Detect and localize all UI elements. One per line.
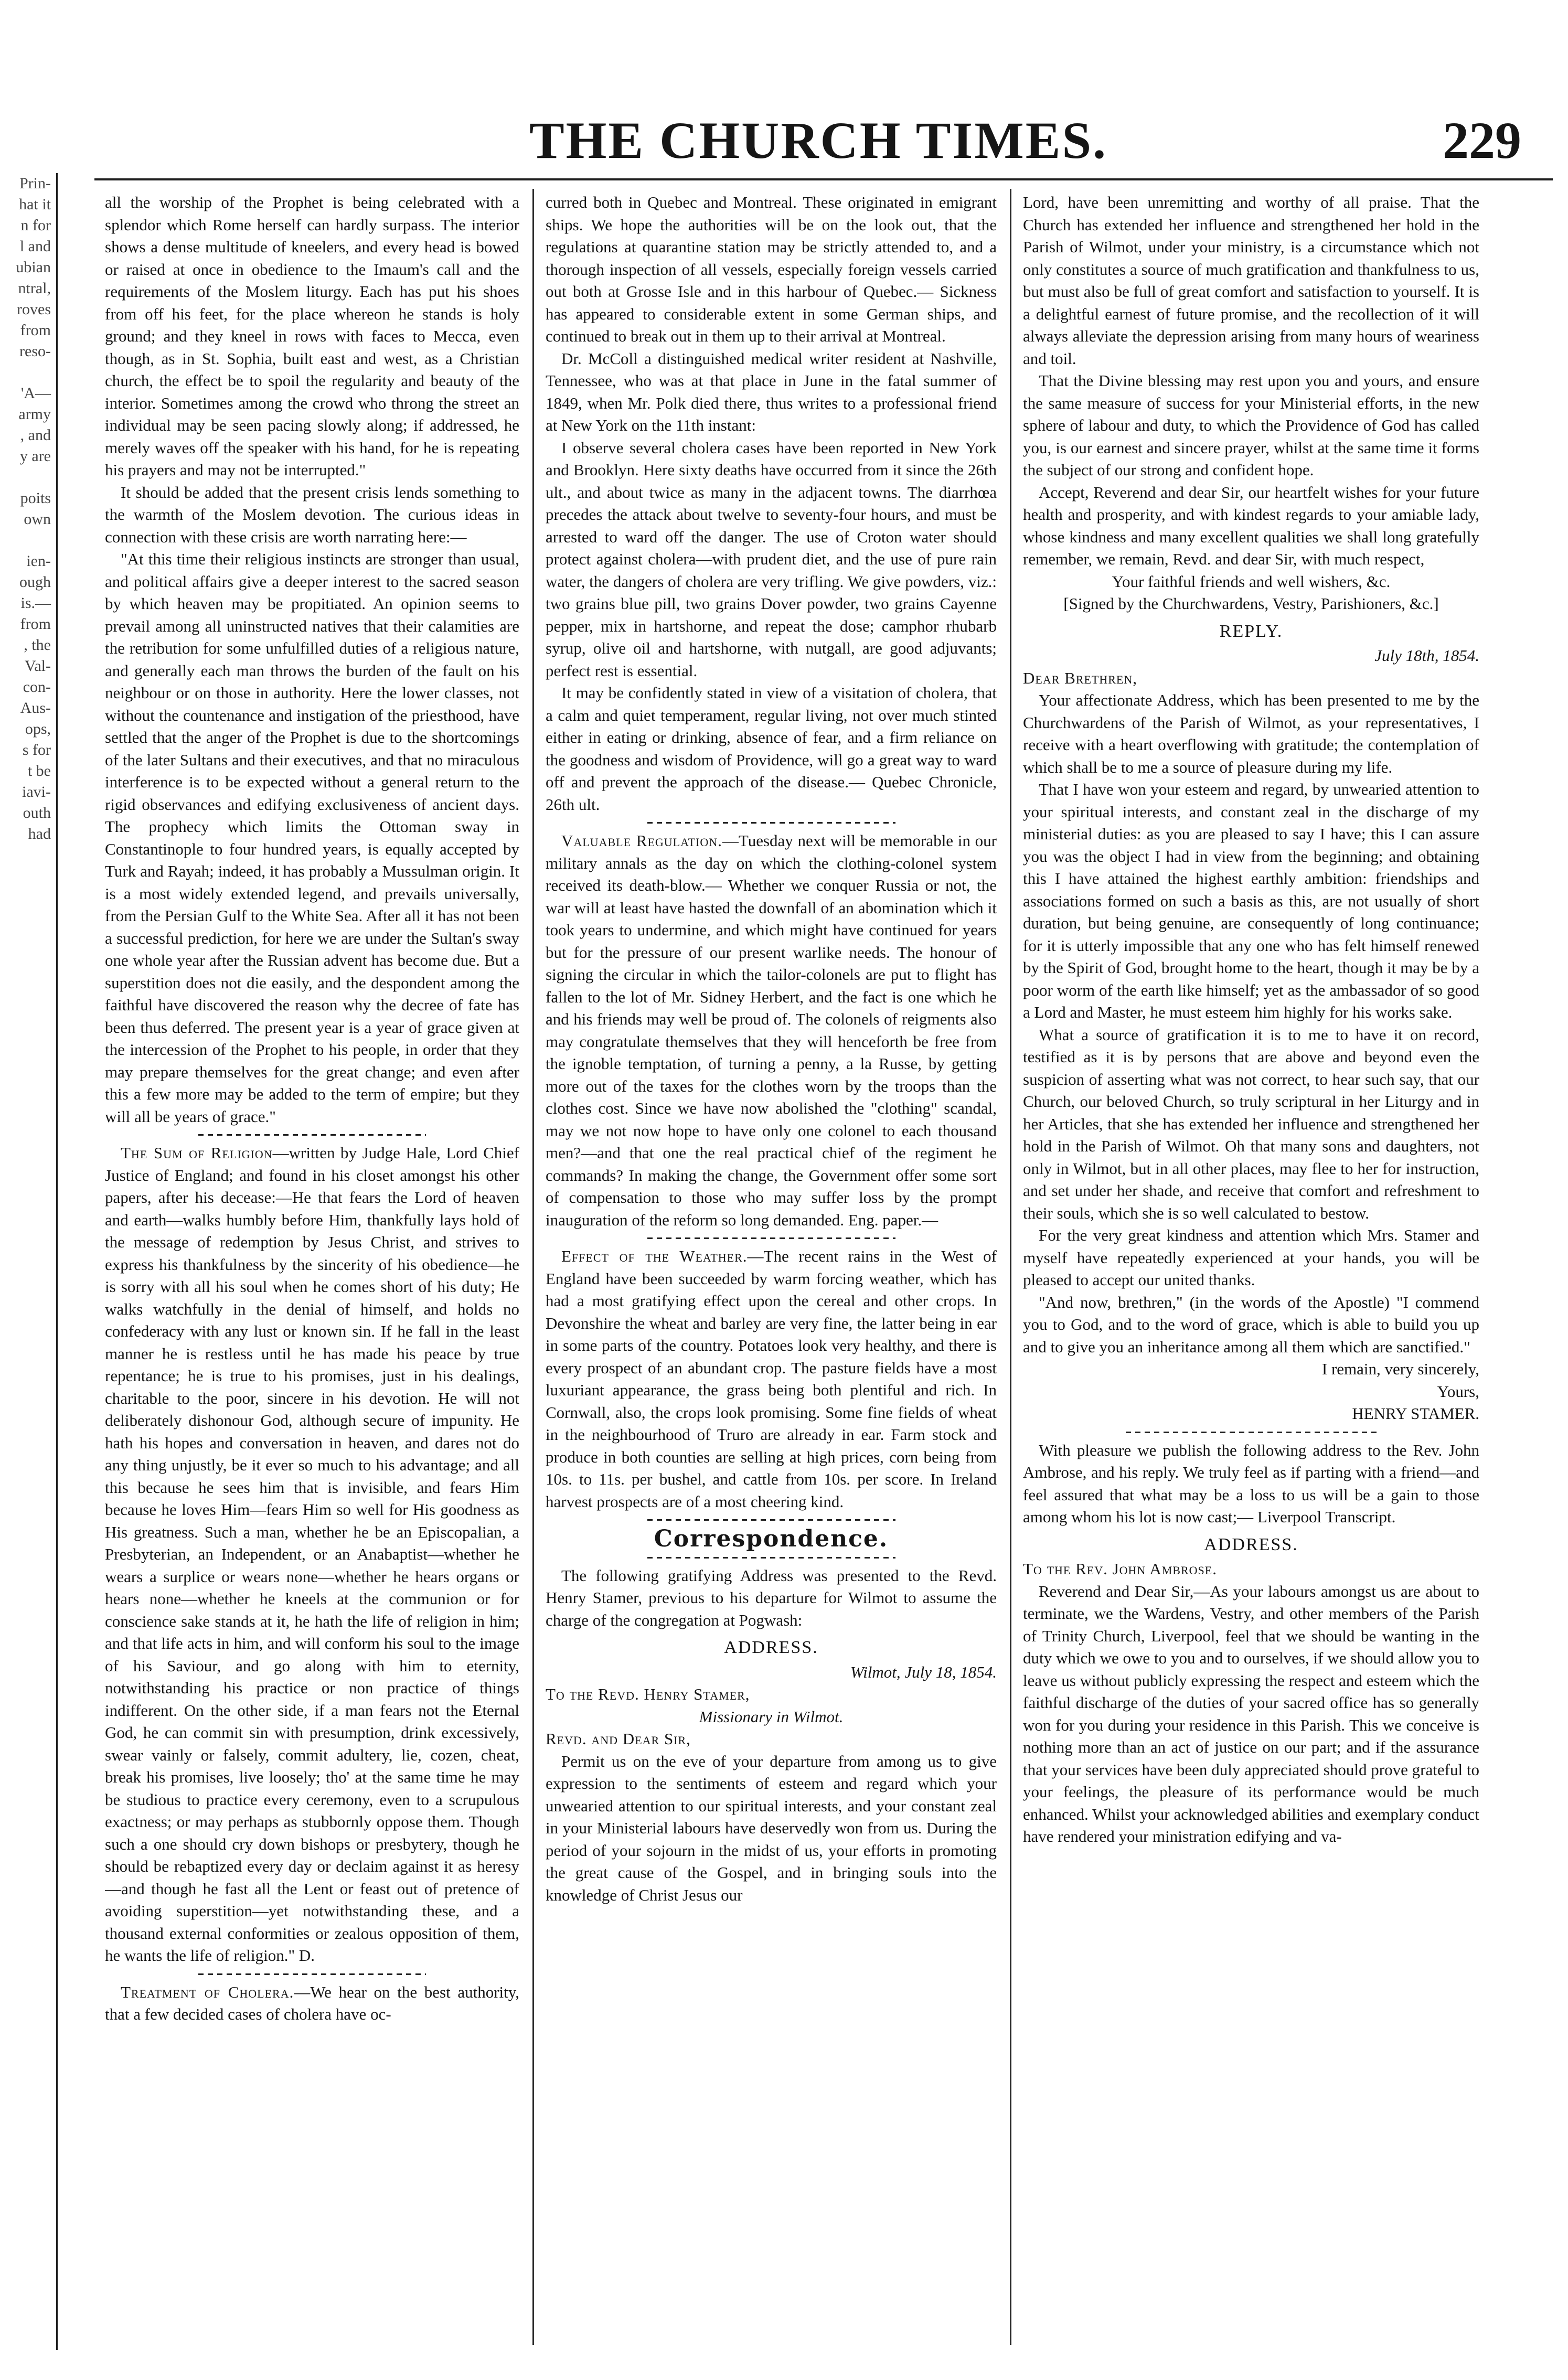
article-lead: Valuable Regulation. <box>561 831 722 850</box>
column-1 <box>105 191 519 2347</box>
article-cholera <box>105 1981 519 2026</box>
margin-fragment: ntral, <box>18 280 51 297</box>
reply-salutation: Dear Brethren, <box>1023 668 1138 687</box>
address-heading: ADDRESS. <box>724 1638 818 1657</box>
article-paragraph: Your affectionate Address, which has been presented to me by the Churchwardens of the Parish of Wilmot, as your representatives, I receive with a heart overflowing with gratitude; the contemplation of which shall be to me a source of pleasure during my life. <box>1023 691 1479 776</box>
separator <box>647 1557 895 1559</box>
margin-fragment: from <box>20 322 51 339</box>
address-recipient-title: Missionary in Wilmot. <box>699 1707 844 1726</box>
column-divider-2 <box>1010 189 1011 2345</box>
article-valuable-regulation <box>546 830 997 1231</box>
article-sum-of-religion <box>105 1142 519 1967</box>
article-paragraph: What a source of gratification it is to me to have it on record, testified as it is by persons that are above and beyond even the suspicion of asserting what was not correct, to hear such say, that our Church, our beloved Church, so truly scriptural in her Liturgy and in her Articles, that she has extended her influence and strengthened her hold in the Parish of Wilmot. Oh that many sons and daughters, not only in Wilmot, but in all other places, may flee to her for instruction, and set under her shade, and receive that comfort and refreshment to their souls, which she is so well calculated to bestow. <box>1023 1025 1479 1222</box>
article-paragraph: Permit us on the eve of your departure from among us to give expression to the sentiments of esteem and regard which your unwearied attention to our spiritual interests, and your constant zeal in your Ministerial labours have deservedly won from us. During the period of your sojourn in the midst of us, your efforts in promoting the great cause of the Gospel, and in bringing souls into the knowledge of Christ Jesus our <box>546 1752 997 1904</box>
margin-fragment: Val- <box>25 657 51 675</box>
article-paragraph: It should be added that the present crisis lends something to the warmth of the Moslem devotion. The curious ideas in connection with these crisis are worth narrating here:— <box>105 483 519 546</box>
separator <box>647 1519 895 1521</box>
margin-fragment: roves <box>17 301 51 318</box>
margin-fragment: army <box>18 405 51 423</box>
article-effect-of-weather <box>546 1245 997 1513</box>
address-recipient: To the Rev. John Ambrose. <box>1023 1560 1217 1578</box>
separator <box>647 822 895 824</box>
column-3 <box>1023 191 1479 2347</box>
margin-fragment: reso- <box>19 343 51 360</box>
separator <box>198 1134 426 1136</box>
article-paragraph: Lord, have been unremitting and worthy of all praise. That the Church has extended her influence and strengthened her hold in the Parish of Wilmot, under your ministry, is a circumstance which not only constitutes a source of much gratification and thankfulness to us, but must also be full of great comfort and satisfaction to yourself. It is a delightful earnest of future promise, and the recollection of it will always alleviate the depression arising from many hours of weariness and toil. <box>1023 193 1479 368</box>
article-body: —Tuesday next will be memorable in our military annals as the day on which the clothing-colonel system received its death-blow.— Whether we conquer Russia or not, the war will at least have hasted the downfall of an abomination which it took years to undermine, and which might have continued for years but for the pressure of our present warlike needs. The honour of signing the circular in which the tailor-colonels are put to flight has fallen to the lot of Mr. Sidney Herbert, and the fact is one which he and his friends may well be proud of. The colonels of reigments also may congratulate themselves that they will henceforth be free from the ignoble temptation, of turning a penny, a la Russe, by getting more out of the taxes for the clothes worn by the troops than the clothes cost. Since we have now abolished the "clothing" scandal, may we not now hope to have only one colonel to each thousand men?—and that one the real practical chief of the regiment he commands? In making the change, the Government offer some sort of compensation to those who may suffer loss by the prompt inauguration of the reform so long demanded. Eng. paper.— <box>546 831 997 1229</box>
margin-fragment: ops, <box>25 720 51 738</box>
article-moslem-worship: all the worship of the Prophet is being celebrated with a splendor which Rome herself can hardly surpass. The interior shows a dense multitude of kneelers, and every head is bowed or raised at once in obedience to the Imaum's call and the requirements of the Moslem liturgy. Each has put his shoes from off his feet, for the place whereon he stands is holy ground; and they kneel in rows with faces to Mecca, even though, as in St. Sophia, built east and west, as a Christian church, the effect be to spoil the regularity and beauty of the interior. Sometimes among the crowd who throng the street an individual may be seen pacing slowly along; if addressed, he merely waves off the speaker with his hand, for he is repeating his prayers and may not be interrupted." <box>105 193 519 479</box>
margin-fragment: y are <box>19 447 51 465</box>
article-paragraph: Accept, Reverend and dear Sir, our heartfelt wishes for your future health and prosperity, and with kindest regards to your amiable lady, whose kindness and many excellent qualities we shall long gratefully remember, we remain, Revd. and dear Sir, with much respect, <box>1023 483 1479 568</box>
article-paragraph: With pleasure we publish the following address to the Rev. John Ambrose, and his reply. We truly feel as if parting with a friend—and feel assured that what may be a loss to us will be a gain to those among whom his lot is now cast;— Liverpool Transcript. <box>1023 1440 1479 1526</box>
margin-fragment <box>0 362 51 383</box>
separator <box>1126 1432 1377 1433</box>
page-number: 229 <box>1443 111 1521 169</box>
article-paragraph: Dr. McColl a distinguished medical writer resident at Nashville, Tennessee, who was at that place in June in the fatal summer of 1849, when Mr. Polk died there, thus writes to a professional friend at New York on the 11th instant: <box>546 349 997 434</box>
reply-signature: HENRY STAMER. <box>1352 1404 1479 1423</box>
reply-closing: I remain, very sincerely, <box>1321 1360 1479 1378</box>
address-recipient: To the Revd. Henry Stamer, <box>546 1685 750 1703</box>
separator <box>647 1237 895 1239</box>
margin-fragment: t be <box>27 762 51 780</box>
reply-date: July 18th, 1854. <box>1374 646 1479 665</box>
article-paragraph: curred both in Quebec and Montreal. These originated in emigrant ships. We hope the authorities will be on the look out, that the regulations at quarantine station may be strictly attended to, and a thorough inspection of all vessels, especially foreign vessels carried out both at Grosse Isle and in this harbour of Quebec.— Sickness has appeared to considerable extent in some German ships, and continued to break out in them up to their arrival at Montreal. <box>546 193 997 345</box>
address-heading: ADDRESS. <box>1204 1534 1298 1554</box>
address-signature: Your faithful friends and well wishers, &c. <box>1112 572 1391 591</box>
article-paragraph: The following gratifying Address was presented to the Revd. Henry Stamer, previous to his departure for Wilmot to assume the charge of the congregation at Pogwash: <box>546 1566 997 1629</box>
masthead <box>94 110 1542 173</box>
margin-fragment: poits <box>20 489 51 507</box>
article-paragraph: Reverend and Dear Sir,—As your labours amongst us are about to terminate, we the Wardens, Vestry, and other members of the Parish of Trinity Church, Liverpool, feel that we should be wanting in the duty which we owe to you and to ourselves, if we should allow you to leave us without publicly expressing the respect and esteem which the faithful discharge of the duties of your sacred office has so generally won for you during your residence in this Parish. This we conceive is nothing more than an act of justice on our part; and if the assurance that your services have been duly appreciated should prove grateful to your feelings, the pleasure of its performance would be much enhanced. Whilst your acknowledged abilities and exemplary conduct have rendered your ministration edifying and va- <box>1023 1582 1479 1845</box>
margin-fragment: iavi- <box>22 783 51 801</box>
column-2 <box>546 191 997 2347</box>
margin-fragment <box>0 530 51 551</box>
article-paragraph: That the Divine blessing may rest upon you and yours, and ensure the same measure of success for your Ministerial efforts, in the new sphere of labour and duty, to which the Providence of God has called you, is our earnest and sincere prayer, whilst at the same time it forms the subject of our strong and confident hope. <box>1023 371 1479 479</box>
margin-fragment: l and <box>19 238 51 255</box>
margin-fragment: ien- <box>26 552 51 570</box>
margin-fragment: Aus- <box>20 699 51 717</box>
column-divider-1 <box>532 189 534 2345</box>
margin-fragment: from <box>20 615 51 633</box>
margin-fragment: s for <box>22 741 51 759</box>
article-body: —The recent rains in the West of England have been succeeded by warm forcing weather, which has had a most gratifying effect upon the cereal and other crops. In Devonshire the wheat and barley are very fine, the latter being in ear in some parts of the country. Potatoes look very healthy, and there is every prospect of an abundant crop. The pasture fields have a most luxuriant appearance, the grass being both plentiful and rich. In Cornwall, also, the crops look promising. Some fine fields of wheat in the neighbourhood of Truro are already in ear. Farm stock and produce in both counties are selling at high prices, corn being from 10s. to 11s. per bushel, and cattle from 10s. per score. In Ireland harvest prospects are of a most cheering kind. <box>546 1247 997 1511</box>
margin-fragment: had <box>28 825 51 842</box>
margin-fragment: n for <box>20 217 51 234</box>
address-date: Wilmot, July 18, 1854. <box>850 1662 997 1681</box>
margin-fragment: ubian <box>16 259 51 276</box>
margin-fragment: is.— <box>20 594 51 612</box>
article-paragraph: It may be confidently stated in view of a visitation of cholera, that a calm and quiet temperament, regular living, not over much stinted either in eating or drinking, absence of fear, and a firm reliance on the goodness and wisdom of Providence, will go a great way to ward off and prevent the approach of the disease.— Quebec Chronicle, 26th ult. <box>546 684 997 814</box>
article-lead: Effect of the Weather. <box>561 1247 748 1265</box>
article-paragraph: "And now, brethren," (in the words of the Apostle) "I commend you to God, and to the word of grace, which is able to build you up and to give you an inheritance among all them which are sanctified." <box>1023 1293 1479 1356</box>
margin-fragment <box>0 467 51 488</box>
reply-heading: REPLY. <box>1219 621 1283 641</box>
article-paragraph: For the very great kindness and attention which Mrs. Stamer and myself have repeatedly experienced at your hands, you will be pleased to accept our united thanks. <box>1023 1226 1479 1289</box>
address-signatories: [Signed by the Churchwardens, Vestry, Parishioners, &c.] <box>1063 594 1439 613</box>
margin-fragment: own <box>24 510 51 528</box>
reply-closing: Yours, <box>1437 1382 1479 1401</box>
margin-fragment: , and <box>20 426 51 444</box>
margin-fragment: , the <box>24 636 51 654</box>
margin-fragment: hat it <box>19 196 51 213</box>
article-lead: The Sum of Religion <box>121 1144 273 1162</box>
section-heading-correspondence: Correspondence. <box>654 1525 889 1552</box>
address-salutation: Revd. and Dear Sir, <box>546 1730 691 1748</box>
left-margin-fragments <box>0 173 58 2350</box>
masthead-rule <box>94 178 1553 180</box>
article-body: —written by Judge Hale, Lord Chief Justice of England; and found in his closet amongst his other papers, after his decease:—He that fears the Lord of heaven and earth—walks humbly before Him, thankfully lays hold of the message of redemption by Jesus Christ, and strives to express his thankfulness by the sincerity of his obedience—he is sorry with all his soul when he comes short of his duty; He walks watchfully in the denial of himself, and holds no confederacy with any lust or known sin. If he fall in the least manner he is restless until he has made his peace by true repentance; he is true to his promises, just in his dealings, charitable to the poor, sincere in his devotion. He will not deliberately dishonour God, although secure of impunity. He hath his hopes and conversation in heaven, and dares not do any thing unjustly, be it ever so much to his advantage; and all this because he sees him that is invisible, and fears Him because he loves Him—fears Him so well for His goodness as His greatness. Such a man, whether he be an Episcopalian, a Presbyterian, an Independent, or an Anabaptist—whether he wears a surplice or wears none—whether he hears organs or hears none—whether he kneels at the communion or for conscience sake stands at it, he hath the life of religion in him; and that life acts in him, and will conform his soul to the image of his Saviour, and go along with him to eternity, notwithstanding his practice or non practice of things indifferent. On the other side, if a man fears not the Eternal God, he can commit sin with presumption, drink excessively, swear vainly or falsely, commit adultery, lie, cozen, cheat, break his promises, live loosely; tho' at the same time he may be studious to practice every ceremony, even to a scrupulous exactness; or may perhaps as stubbornly oppose them. Though such a one should cry down bishops or presbytery, though he should be rebaptized every day or declaim against it as heresy—and though he fast all the Lent or feast out of pretence of avoiding superstition—yet notwithstanding these, and a thousand external conformities or zealous opposition of them, he wants the life of religion." D. <box>105 1144 519 1965</box>
article-body: —We hear on the best authority, that a few decided cases of cholera have oc- <box>105 1982 519 2023</box>
article-lead: Treatment of Cholera. <box>121 1982 294 2001</box>
margin-fragment: Prin- <box>19 175 51 192</box>
margin-fragment: 'A— <box>20 385 51 402</box>
separator <box>198 1973 426 1975</box>
margin-fragment: ough <box>19 573 51 591</box>
margin-fragment: outh <box>23 804 51 821</box>
article-quote: "At this time their religious instincts are stronger than usual, and political affairs give a deeper interest to the sacred season by which heaven may be propitiated. An opinion seems to prevail among all uninstructed natives that their calamities are the retribution for some unfulfilled duties of a religious nature, and generally each man throws the burden of the fault on his neighbour or on those in authority. Here the lower classes, not without the countenance and instigation of the priesthood, have settled that the anger of the Prophet is due to the shortcomings of the later Sultans and their executives, and that no miraculous interference is to be expected without a general return to the rigid observances and edifying exclusiveness of ancient days. The prophecy which limits the Ottoman sway in Constantinople to four hundred years, is equally accepted by Turk and Rayah; indeed, it has probably a Mussulman origin. It is a most widely extended legend, and prevails universally, from the Persian Gulf to the White Sea. After all it has not been a successful prediction, for here we are under the Sultan's sway one whole year after the Russian advent has become due. But a superstition does not die easily, and the despondent among the faithful have discovered the reason why the decree of fate has been thus deferred. The present year is a year of grace given at the intercession of the Prophet to his people, in order that they may prepare themselves for the great change; and even after this a few more may be added to the term of empire; but they will all be years of grace." <box>105 550 519 1126</box>
article-paragraph: I observe several cholera cases have been reported in New York and Brooklyn. Here sixty deaths have occurred from it since the 26th ult., and about twice as many in the adjacent towns. The diarrhœa precedes the attack about twelve to seventy-four hours, and must be arrested to ward off the danger. The use of Croton water should protect against cholera—with prudent diet, and the use of pure rain water, the dangers of cholera are very trifling. We give powders, viz.: two grains blue pill, two grains Dover powder, two grains Cayenne pepper, mix in hartshorne, and repeat the dose; camphor rhubarb syrup, olive oil and hartshorne, with nutgall, are good adjuvants; perfect rest is essential. <box>546 438 997 680</box>
margin-fragment: con- <box>23 678 51 696</box>
newspaper-title: THE CHURCH TIMES. <box>529 111 1108 169</box>
article-paragraph: That I have won your esteem and regard, by unwearied attention to your spiritual interests, and constant zeal in the discharge of my ministerial duties: as you are pleased to say I have; this I can assure you was the object I had in view from the beginning; and obtaining this I have attained the highest earthly ambition: friendships and associations formed on such a basis as this, are not usually of short duration, but being genuine, are consequently of long continuance; for it is utterly impossible that any one who has felt himself renewed by the Spirit of God, brought home to the heart, though it may be by a poor worm of the earth like himself; yet as the ambassador of so good a Lord and Master, he must esteem him highly for his works sake. <box>1023 780 1479 1021</box>
